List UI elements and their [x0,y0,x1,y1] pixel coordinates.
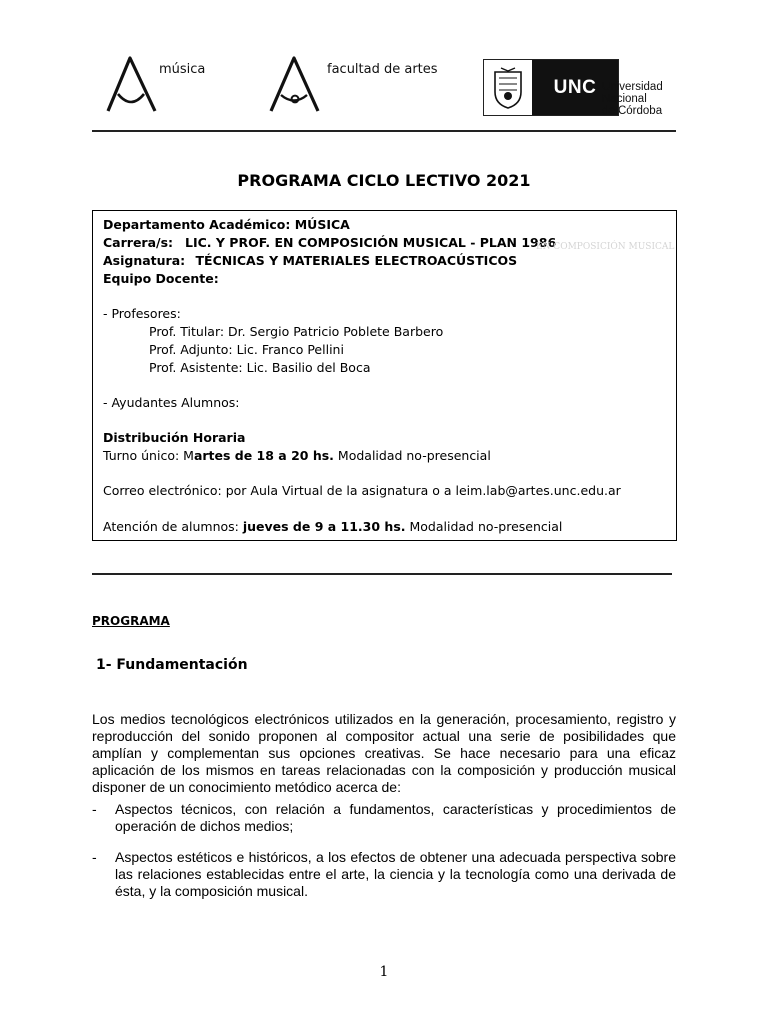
logo-artes-text: facultad de artes [327,62,438,77]
prof-titular: Prof. Titular: Dr. Sergio Patricio Poblete Barbero [149,324,444,339]
prof-adjunto: Prof. Adjunto: Lic. Franco Pellini [149,342,344,357]
university-name-line: de Córdoba [602,105,663,117]
ayudantes-label: - Ayudantes Alumnos: [103,395,240,410]
unc-abbr: UNC [532,60,618,115]
departamento-label: Departamento Académico: [103,217,291,232]
atencion-label: Atención de alumnos: [103,519,243,534]
prof-asistente: Prof. Asistente: Lic. Basilio del Boca [149,360,371,375]
equipo-docente-label: Equipo Docente: [103,271,219,286]
page-title: PROGRAMA CICLO LECTIVO 2021 [237,171,531,190]
page-number: 1 [379,964,389,980]
bullet-marker: - [92,801,97,817]
bullet-item: Aspectos estéticos e históricos, a los efectos de obtener una adecuada perspectiva sobre las relaciones establecidas entre el arte, la ciencia y la tecnología como una derivada de ésta, y la composición musical. [115,849,676,899]
profesores-label: - Profesores: [103,306,181,321]
turno-label: Turno único: M [103,448,194,463]
logo-musica-text: música [159,62,206,77]
programa-heading: PROGRAMA [92,614,170,628]
unc-crest-icon [484,60,532,115]
atencion-hours: jueves de 9 a 11.30 hs. [242,519,406,534]
departamento-value: MÚSICA [290,217,350,232]
bullet-item: Aspectos técnicos, con relación a fundamentos, características y procedimientos de operación de dichos medios; [115,801,676,834]
turno-line [103,448,491,464]
unc-logo [483,59,619,116]
section-fundamentacion-heading: 1- Fundamentación [96,657,248,673]
correo-line: Correo electrónico: por Aula Virtual de la asignatura o a leim.lab@artes.unc.edu.ar [103,483,621,498]
bullet-marker: - [92,849,97,865]
turno-modality: Modalidad no-presencial [333,448,491,463]
header-divider [92,130,676,132]
carrera-value: LIC. Y PROF. EN COMPOSICIÓN MUSICAL - PLAN 1986 [185,235,557,250]
university-name-line: Nacional [602,93,647,105]
asignatura-label: Asignatura: [103,253,186,268]
course-info-box [92,210,677,541]
facultad-artes-logo-icon [267,54,327,114]
section-divider [92,573,672,575]
atencion-line [103,519,562,535]
atencion-modality: Modalidad no-presencial [405,519,563,534]
asignatura-line [103,253,517,269]
departamento-line [103,217,350,233]
asignatura-value: TÉCNICAS Y MATERIALES ELECTROACÚSTICOS [195,253,518,268]
university-name-line: Universidad [602,81,663,93]
carrera-label: Carrera/s: [103,235,174,250]
turno-hours: artes de 18 a 20 hs. [193,448,334,463]
musica-logo-icon [104,54,164,114]
distribucion-horaria-label: Distribución Horaria [103,430,246,445]
carrera-faint-text: EN COMPOSICIÓN MUSICAL [536,242,675,252]
university-name [602,81,663,117]
intro-paragraph: Los medios tecnológicos electrónicos utilizados en la generación, procesamiento, registro y reproducción del sonido proponen al compositor actual una serie de posibilidades que amplían y complementan sus opciones creativas. Se hace necesario para una eficaz aplicación de los mismos en tareas relacionadas con la composición y producción musical disponer de un conocimiento metódico acerca de: [92,711,676,795]
